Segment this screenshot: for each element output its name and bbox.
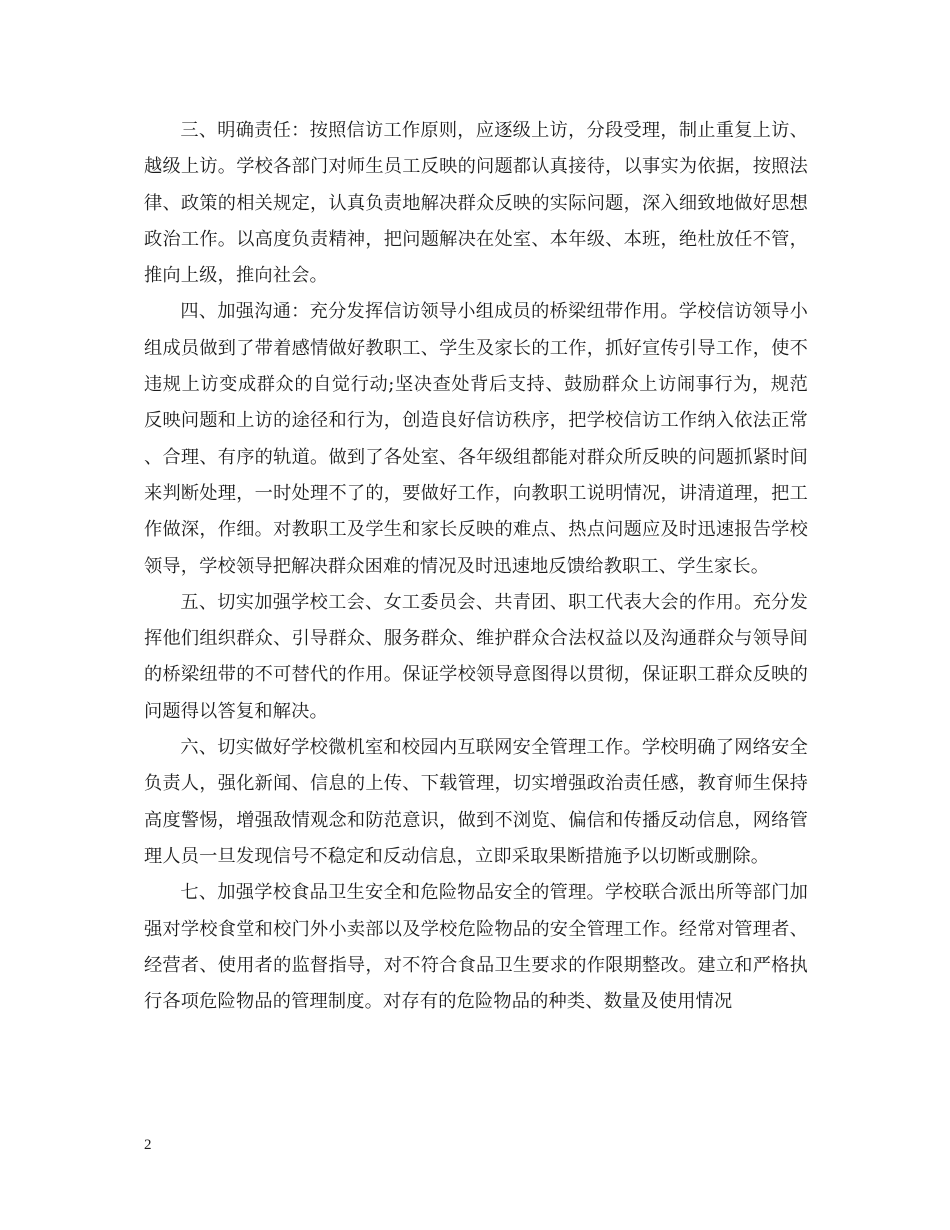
document-body: [144, 113, 808, 1020]
paragraph-7-food-safety: 七、加强学校食品卫生安全和危险物品安全的管理。学校联合派出所等部门加强对学校食堂和校门外小卖部以及学校危险物品的安全管理工作。经常对管理者、经营者、使用者的监督指导，对不符合食品卫生要求的作限期整改。建立和严格执行各项危险物品的管理制度。对存有的危险物品的种类、数量及使用情况: [144, 882, 808, 1013]
page-number: 2: [144, 1137, 152, 1153]
paragraph-6-network-security: 六、切实做好学校微机室和校园内互联网安全管理工作。学校明确了网络安全负责人，强化新闻、信息的上传、下载管理，切实增强政治责任感，教育师生保持高度警惕，增强敌情观念和防范意识，做到不浏览、偏信和传播反动信息，网络管理人员一旦发现信号不稳定和反动信息，立即采取果断措施予以切断或删除。: [144, 737, 808, 867]
paragraph-4-communication: 四、加强沟通：充分发挥信访领导小组成员的桥梁纽带作用。学校信访领导小组成员做到了带着感情做好教职工、学生及家长的工作，抓好宣传引导工作，使不违规上访变成群众的自觉行动;坚决查处背后支持、鼓励群众上访闹事行为，规范反映问题和上访的途径和行为，创造良好信访秩序，把学校信访工作纳入依法正常、合理、有序的轨道。做到了各处室、各年级组都能对群众所反映的问题抓紧时间来判断处理，一时处理不了的，要做好工作，向教职工说明情况，讲清道理，把工作做深，作细。对教职工及学生和家长反映的难点、热点问题应及时迅速报告学校领导，学校领导把解决群众困难的情况及时迅速地反馈给教职工、学生家长。: [144, 301, 808, 577]
paragraph-5-union-role: 五、切实加强学校工会、女工委员会、共青团、职工代表大会的作用。充分发挥他们组织群众、引导群众、服务群众、维护群众合法权益以及沟通群众与领导间的桥梁纽带的不可替代的作用。保证学校领导意图得以贯彻，保证职工群众反映的问题得以答复和解决。: [144, 591, 808, 722]
paragraph-3-responsibility: 三、明确责任：按照信访工作原则，应逐级上访，分段受理，制止重复上访、越级上访。学校各部门对师生员工反映的问题都认真接待，以事实为依据，按照法律、政策的相关规定，认真负责地解决群众反映的实际问题，深入细致地做好思想政治工作。以高度负责精神，把问题解决在处室、本年级、本班，绝杜放任不管，推向上级，推向社会。: [144, 120, 808, 287]
